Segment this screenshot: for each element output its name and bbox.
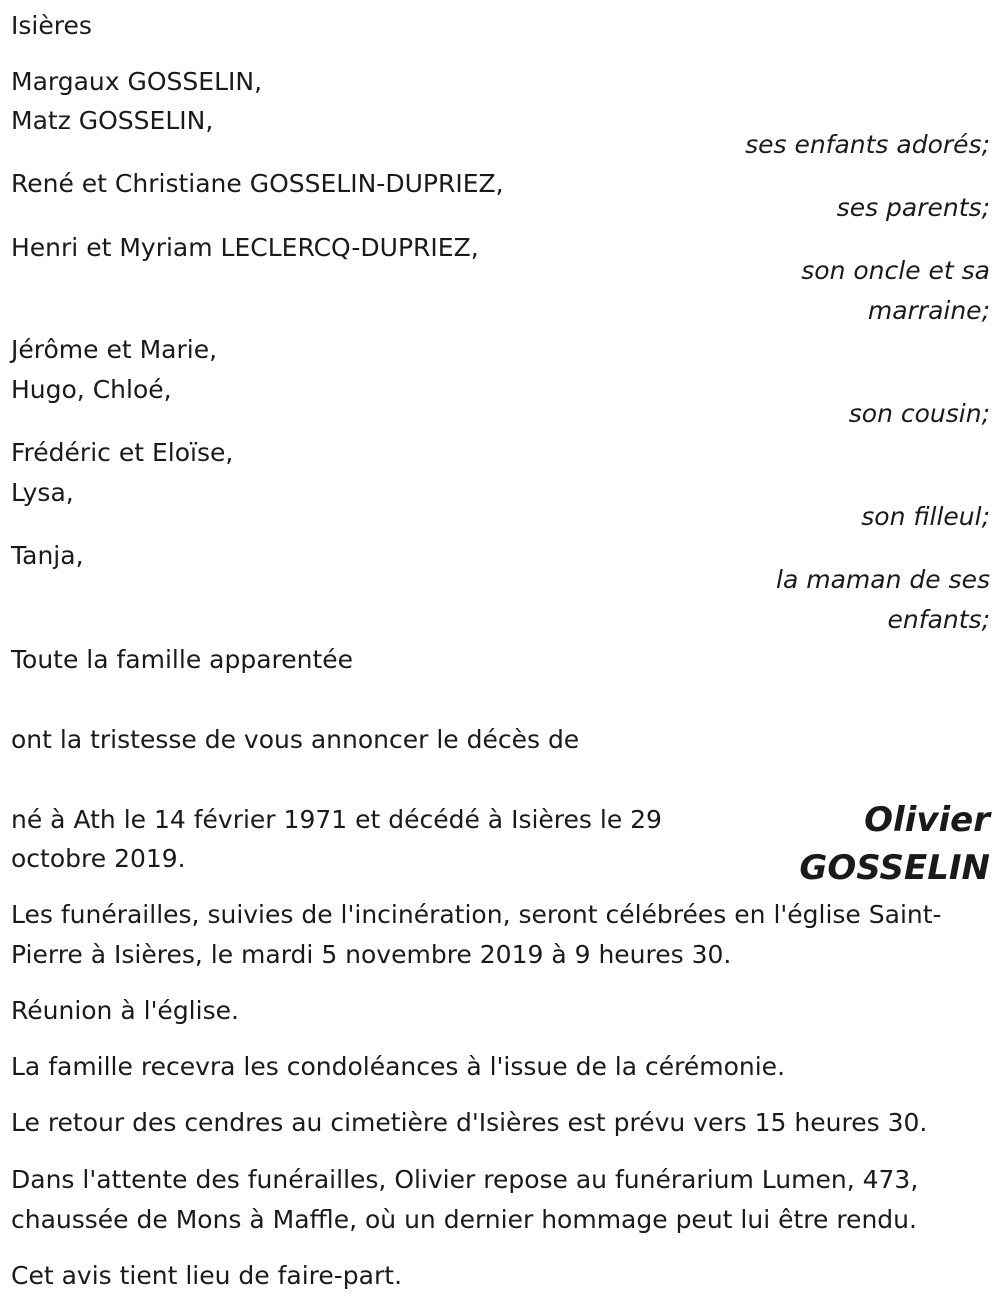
deceased-first-name: Olivier bbox=[864, 800, 990, 840]
condolences-note: La famille recevra les condoléances à l'issue de la cérémonie. bbox=[11, 1052, 786, 1081]
cousin-role: son cousin; bbox=[848, 399, 990, 428]
uncle-role-line-2: marraine; bbox=[867, 296, 990, 325]
deceased-last-name: GOSSELIN bbox=[799, 848, 990, 888]
birth-death-line-1: né à Ath le 14 février 1971 et décédé à Isières le 29 bbox=[11, 805, 662, 834]
mother-role-line-2: enfants; bbox=[887, 605, 990, 634]
cousin-line-1: Jérôme et Marie, bbox=[11, 335, 218, 364]
child-name-2: Matz GOSSELIN, bbox=[11, 106, 214, 135]
uncle-names: Henri et Myriam LECLERCQ-DUPRIEZ, bbox=[11, 233, 479, 262]
godson-line-1: Frédéric et Eloïse, bbox=[11, 438, 234, 467]
godson-role: son filleul; bbox=[861, 502, 990, 531]
place-line: Isières bbox=[11, 11, 92, 40]
godson-line-2: Lysa, bbox=[11, 478, 74, 507]
children-role: ses enfants adorés; bbox=[745, 130, 990, 159]
extended-family: Toute la famille apparentée bbox=[11, 645, 354, 674]
parents-names: René et Christiane GOSSELIN-DUPRIEZ, bbox=[11, 169, 504, 198]
uncle-role-line-1: son oncle et sa bbox=[801, 256, 990, 285]
mother-name: Tanja, bbox=[11, 541, 84, 570]
funerarium-note: Dans l'attente des funérailles, Olivier repose au funérarium Lumen, 473, chaussée de Mons à Maffle, où un dernier hommage peut lui être rendu. bbox=[11, 1165, 919, 1234]
funeral-details: Les funérailles, suivies de l'incinération, seront célébrées en l'église Saint-Pierre à Isières, le mardi 5 novembre 2019 à 9 heures 30. bbox=[11, 900, 942, 969]
closing-note: Cet avis tient lieu de faire-part. bbox=[11, 1261, 403, 1290]
ashes-return-note: Le retour des cendres au cimetière d'Isières est prévu vers 15 heures 30. bbox=[11, 1108, 928, 1137]
deceased-name bbox=[799, 796, 990, 892]
cousin-line-2: Hugo, Chloé, bbox=[11, 375, 172, 404]
announcement-text: ont la tristesse de vous annoncer le décès de bbox=[11, 725, 580, 754]
parents-role: ses parents; bbox=[836, 193, 990, 222]
mother-role-line-1: la maman de ses bbox=[776, 565, 990, 594]
gathering-note: Réunion à l'église. bbox=[11, 996, 239, 1025]
birth-death-line-2: octobre 2019. bbox=[11, 844, 186, 873]
child-name-1: Margaux GOSSELIN, bbox=[11, 67, 263, 96]
